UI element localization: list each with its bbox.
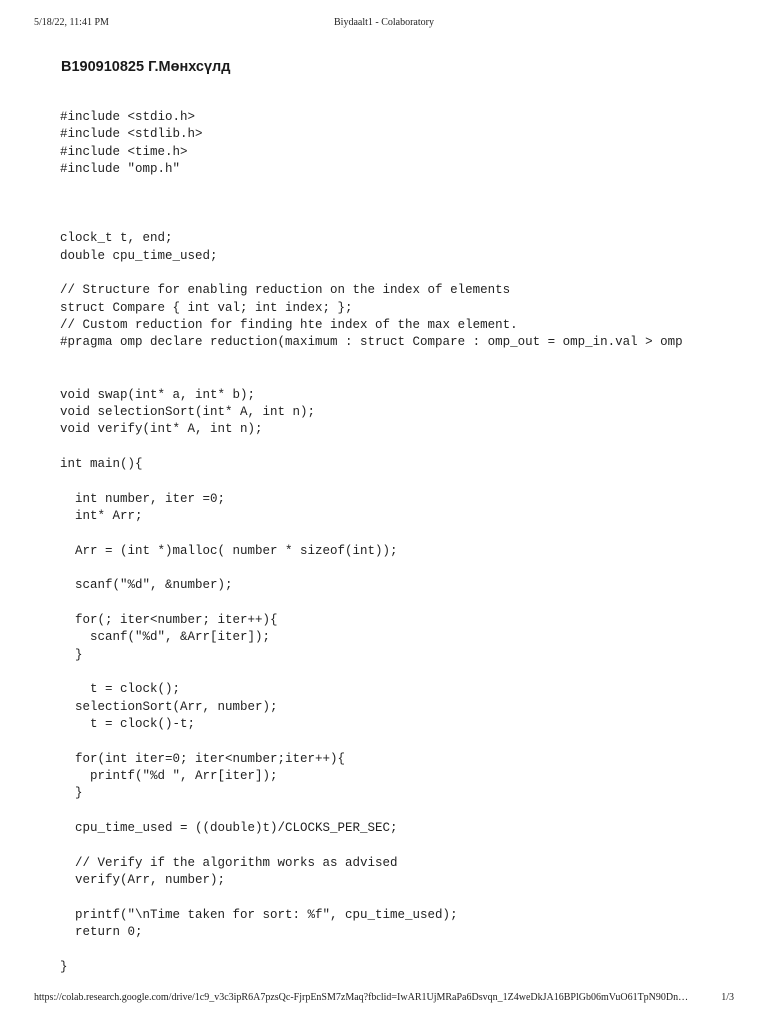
code-line: // Structure for enabling reduction on the index of elements: [60, 283, 511, 298]
code-line: }: [60, 647, 83, 662]
code-line: t = clock()-t;: [60, 717, 196, 732]
code-line: return 0;: [60, 925, 143, 940]
code-line: #pragma omp declare reduction(maximum : struct Compare : omp_out = omp_in.val > omp: [60, 335, 683, 350]
code-line: [60, 733, 760, 750]
code-line: // Verify if the algorithm works as advised: [60, 855, 398, 870]
code-line: [60, 837, 760, 854]
code-block: [60, 109, 760, 976]
print-date: 5/18/22, 11:41 PM: [34, 17, 109, 28]
code-line: scanf("%d", &number);: [60, 578, 233, 593]
print-footer: [0, 990, 768, 1010]
code-line: }: [60, 786, 83, 801]
code-line: selectionSort(Arr, number);: [60, 699, 278, 714]
footer-url: https://colab.research.google.com/drive/1c9_v3c3ipR6A7pzsQc-FjrpEnSM7zMaq?fbclid=IwAR1UjMRaPa6Dsvqn_1Z4weDkJA16BPlGb06mVuO61TpN90Dn…: [34, 992, 689, 1003]
code-line: void verify(int* A, int n);: [60, 422, 263, 437]
code-line: for(; iter<number; iter++){: [60, 612, 278, 627]
code-line: printf("%d ", Arr[iter]);: [60, 769, 278, 784]
code-line: #include <stdlib.h>: [60, 127, 203, 142]
code-line: [60, 560, 760, 577]
code-line: [60, 942, 760, 959]
code-line: #include <stdio.h>: [60, 110, 196, 124]
code-line: verify(Arr, number);: [60, 873, 226, 888]
code-line: for(int iter=0; iter<number;iter++){: [60, 751, 346, 766]
code-line: [60, 213, 760, 230]
code-line: #include <time.h>: [60, 144, 188, 159]
code-line: [60, 196, 760, 213]
code-line: void swap(int* a, int* b);: [60, 387, 256, 402]
document-title: B190910825 Г.Мөнхсүлд: [61, 59, 231, 75]
code-line: double cpu_time_used;: [60, 248, 218, 263]
code-line: [60, 664, 760, 681]
code-line: int number, iter =0;: [60, 491, 226, 506]
print-header: [0, 0, 768, 30]
code-line: [60, 352, 760, 369]
code-line: cpu_time_used = ((double)t)/CLOCKS_PER_SEC;: [60, 821, 398, 836]
code-line: [60, 889, 760, 906]
code-line: t = clock();: [60, 682, 181, 697]
page-number: 1/3: [721, 992, 734, 1003]
code-line: [60, 369, 760, 386]
code-line: // Custom reduction for finding hte index of the max element.: [60, 318, 518, 333]
code-line: [60, 178, 760, 195]
code-line: printf("\nTime taken for sort: %f", cpu_time_used);: [60, 907, 458, 922]
code-line: [60, 473, 760, 490]
code-line: [60, 525, 760, 542]
code-line: Arr = (int *)malloc( number * sizeof(int));: [60, 543, 398, 558]
code-line: scanf("%d", &Arr[iter]);: [60, 630, 271, 645]
code-line: int* Arr;: [60, 508, 143, 523]
print-title: Biydaalt1 - Colaboratory: [334, 17, 434, 28]
code-line: clock_t t, end;: [60, 231, 173, 246]
code-line: #include "omp.h": [60, 162, 181, 177]
code-line: struct Compare { int val; int index; };: [60, 300, 353, 315]
code-line: [60, 265, 760, 282]
code-line: [60, 803, 760, 820]
code-line: void selectionSort(int* A, int n);: [60, 404, 316, 419]
code-line: }: [60, 959, 68, 974]
code-line: [60, 439, 760, 456]
code-line: int main(){: [60, 456, 143, 471]
code-line: [60, 595, 760, 612]
